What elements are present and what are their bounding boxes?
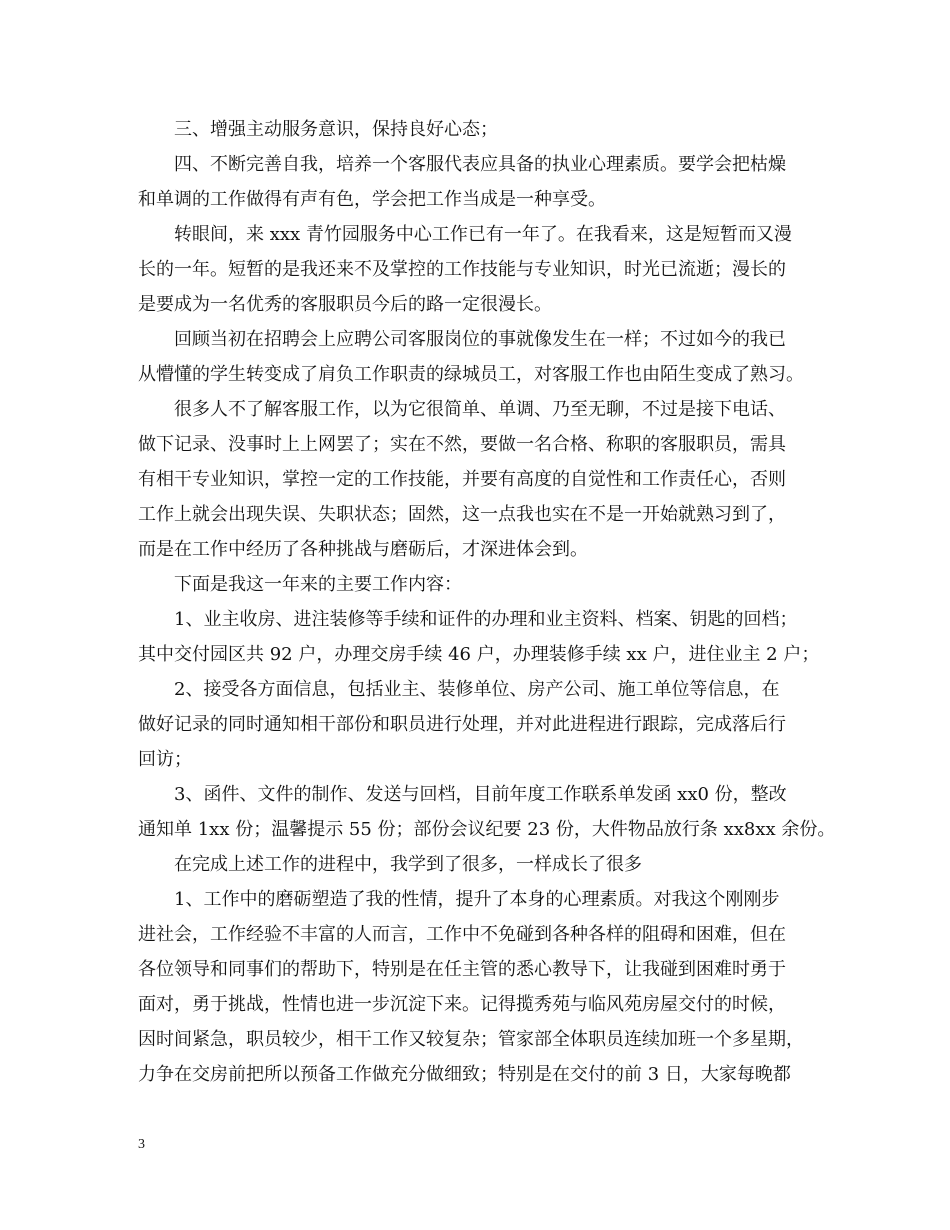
paragraph-line: 进社会，工作经验不丰富的人而言，工作中不免碰到各种各样的阻碍和困难，但在 (138, 924, 786, 945)
paragraph-line: 长的一年。短暂的是我还来不及掌控的工作技能与专业知识，时光已流逝；漫长的 (138, 259, 786, 280)
paragraph-line: 有相干专业知识，掌控一定的工作技能，并要有高度的自觉性和工作责任心，否则 (138, 469, 786, 490)
paragraph-line: 通知单 1xx 份；温馨提示 55 份；部份会议纪要 23 份，大件物品放行条 xx8xx 余份。 (138, 819, 836, 840)
paragraph-line: 工作上就会出现失误、失职状态；固然，这一点我也实在不是一开始就熟习到了， (138, 504, 786, 525)
document-body (138, 112, 836, 1092)
paragraph-line: 1、业主收房、进注装修等手续和证件的办理和业主资料、档案、钥匙的回档； (174, 609, 798, 630)
paragraph-line: 四、不断完善自我，培养一个客服代表应具备的执业心理素质。要学会把枯燥 (174, 154, 786, 175)
page-number: 3 (138, 1137, 145, 1152)
paragraph-line: 做下记录、没事时上上网罢了；实在不然，要做一名合格、称职的客服职员，需具 (138, 434, 786, 455)
paragraph-line: 其中交付园区共 92 户，办理交房手续 46 户，办理装修手续 xx 户，进住业主 2 户； (138, 644, 820, 665)
paragraph-line: 很多人不了解客服工作，以为它很简单、单调、乃至无聊，不过是接下电话、 (174, 399, 786, 420)
paragraph-line: 回顾当初在招聘会上应聘公司客服岗位的事就像发生在一样；不过如今的我已 (174, 329, 786, 350)
paragraph-line: 面对，勇于挑战，性情也进一步沉淀下来。记得揽秀苑与临风苑房屋交付的时候， (138, 994, 786, 1015)
paragraph-line: 而是在工作中经历了各种挑战与磨砺后，才深进体会到。 (138, 539, 588, 560)
paragraph-line: 从懵懂的学生转变成了肩负工作职责的绿城员工，对客服工作也由陌生变成了熟习。 (138, 364, 804, 385)
paragraph-line: 回访； (138, 749, 192, 770)
paragraph-line: 因时间紧急，职员较少，相干工作又较复杂；管家部全体职员连续加班一个多星期， (138, 1029, 804, 1050)
paragraph-line: 做好记录的同时通知相干部份和职员进行处理，并对此进程进行跟踪，完成落后行 (138, 714, 786, 735)
paragraph-line: 力争在交房前把所以预备工作做充分做细致；特别是在交付的前 3 日，大家每晚都 (138, 1064, 791, 1085)
paragraph-line: 各位领导和同事们的帮助下，特别是在任主管的悉心教导下，让我碰到困难时勇于 (138, 959, 786, 980)
paragraph-line: 在完成上述工作的进程中，我学到了很多，一样成长了很多 (174, 854, 642, 875)
paragraph-line: 2、接受各方面信息，包括业主、装修单位、房产公司、施工单位等信息，在 (174, 679, 780, 700)
paragraph-line: 1、工作中的磨砺塑造了我的性情，提升了本身的心理素质。对我这个刚刚步 (174, 889, 780, 910)
paragraph-line: 转眼间，来 xxx 青竹园服务中心工作已有一年了。在我看来，这是短暂而又漫 (174, 224, 792, 245)
paragraph-line: 三、增强主动服务意识，保持良好心态； (174, 119, 498, 140)
paragraph-line: 是要成为一名优秀的客服职员今后的路一定很漫长。 (138, 294, 552, 315)
paragraph-line: 和单调的工作做得有声有色，学会把工作当成是一种享受。 (138, 189, 606, 210)
paragraph-line: 下面是我这一年来的主要工作内容： (174, 574, 462, 595)
paragraph-line: 3、函件、文件的制作、发送与回档，目前年度工作联系单发函 xx0 份，整改 (174, 784, 787, 805)
